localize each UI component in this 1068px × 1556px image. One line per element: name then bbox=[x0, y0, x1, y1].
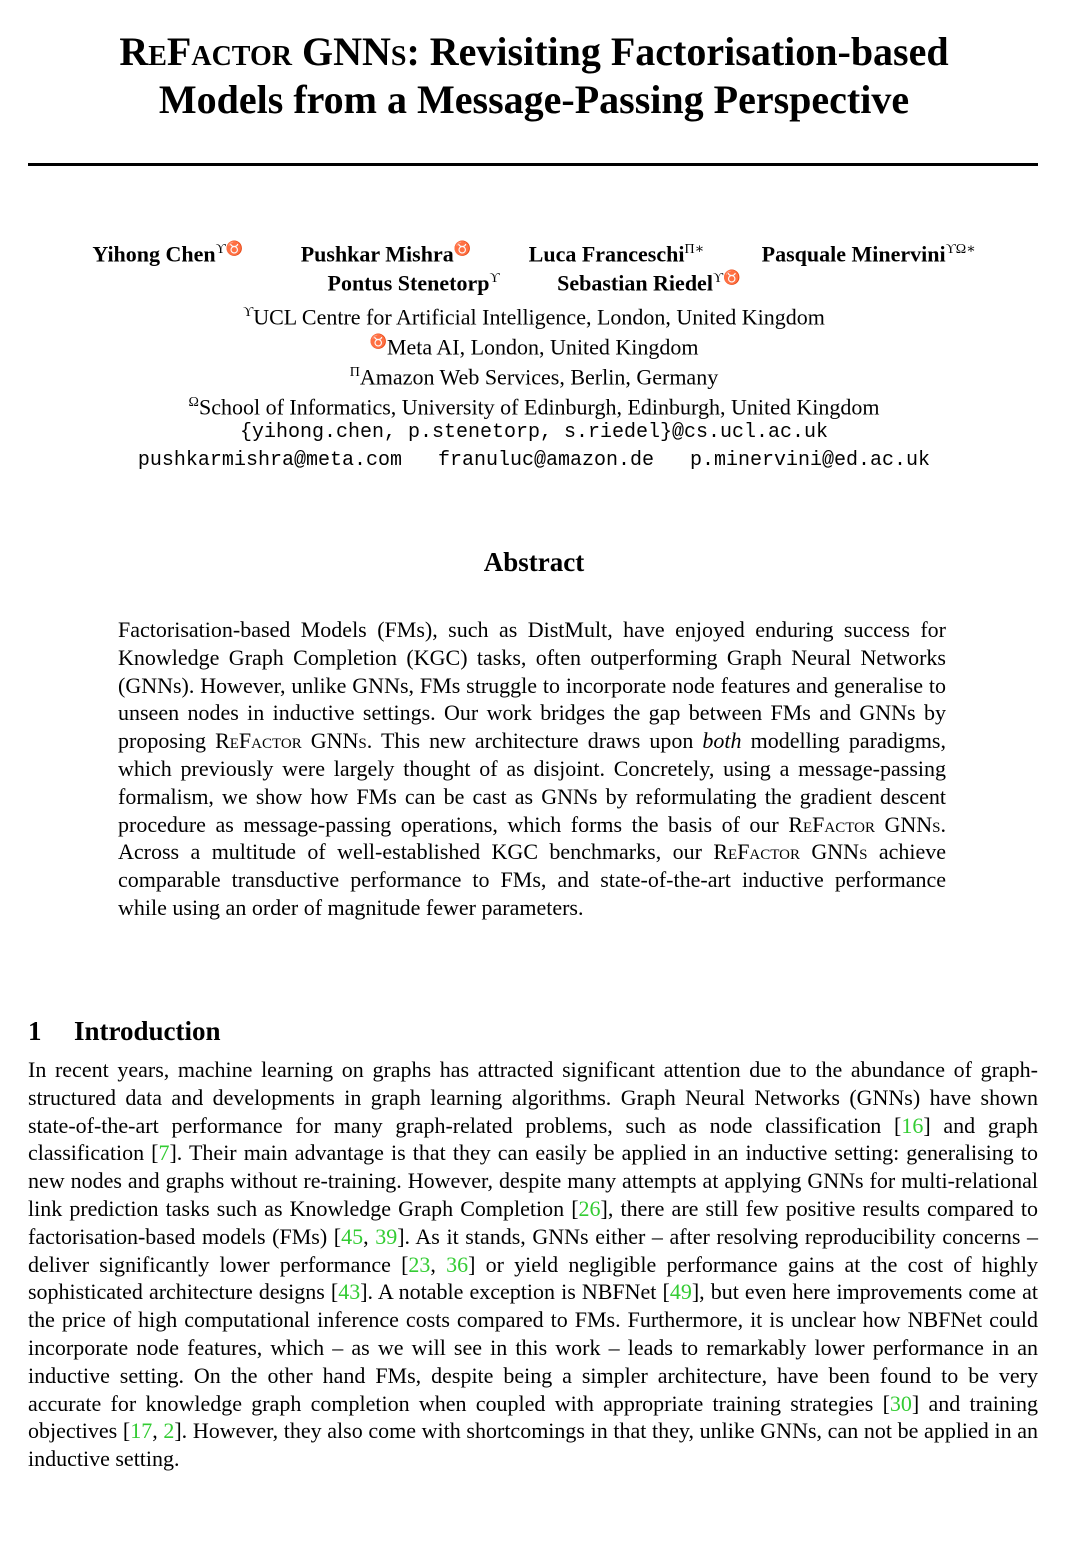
author: Pasquale Minervini$^{ϒ\Omega∗}$ bbox=[761, 241, 976, 267]
citation-link[interactable]: 23 bbox=[408, 1251, 431, 1277]
affiliation: $^\Pi$Amazon Web Services, Berlin, Germany bbox=[349, 364, 719, 390]
citation-link[interactable]: 7 bbox=[158, 1140, 170, 1166]
affiliation: $^\Omega$School of Informatics, University of Edinburgh, Edinburgh, United Kingdom bbox=[188, 394, 880, 420]
citation-link[interactable]: 36 bbox=[446, 1251, 469, 1277]
abstract-body: Factorisation-based Models (FMs), such as DistMult, have enjoyed enduring success for Knowledge Graph Completion (KGC) tasks, often outperforming Graph Neural Networks (GNNs). However, unlike GNNs, FMs struggle to incorporate node features and generalise to unseen nodes in inductive settings. Our work bridges the gap between FMs and GNNs by proposing ReFactor GNNs. This new architecture draws upon both modelling paradigms, which previously were largely thought of as disjoint. Concretely, using a message-passing formalism, we show how FMs can be cast as GNNs by reformulating the gradient descent procedure as message-passing operations, which forms the basis of our ReFactor GNNs. Across a multitude of well-established KGC benchmarks, our ReFactor GNNs achieve comparable transductive performance to FMs, and state-of-the-art inductive performance while using an order of magnitude fewer parameters. bbox=[118, 617, 947, 920]
title-line1: : Revisiting Factorisation-based bbox=[406, 29, 949, 74]
author: Luca Franceschi$^{\Pi∗}$ bbox=[528, 241, 705, 267]
method-name: ReFactor GNNs bbox=[713, 839, 868, 865]
section-title: Introduction bbox=[74, 1016, 221, 1046]
section-number: 1 bbox=[28, 1016, 42, 1046]
citation-link[interactable]: 26 bbox=[578, 1195, 601, 1221]
citation-link[interactable]: 16 bbox=[901, 1112, 924, 1138]
introduction-paragraph: In recent years, machine learning on graphs has attracted significant attention due to the abundance of graph-structured data and developments in graph learning algorithms. Graph Neural Networks (GNNs) have shown state-of-the-art performance for many graph-related problems, such as node classification [16] and graph classification [7]. Their main advantage is that they can easily be applied in an inductive setting: generalising to new nodes and graphs without re-training. However, despite many attempts at applying GNNs for multi-relational link prediction tasks such as Knowledge Graph Completion [26], there are still few positive results compared to factorisation-based models (FMs) [45, 39]. As it stands, GNNs either – after resolving reproducibility concerns – deliver significantly lower performance [23, 36] or yield negligible performance gains at the cost of highly sophisticated architecture designs [43]. A notable exception is NBFNet [49], but even here improvements come at the price of high computational inference costs compared to FMs. Furthermore, it is unclear how NBFNet could incorporate node features, which – as we will see in this work – leads to remarkably lower performance in an inductive setting. On the other hand FMs, despite being a simpler architecture, have been found to be very accurate for knowledge graph completion when coupled with appropriate training strategies [30] and training objectives [17, 2]. However, they also come with shortcomings in that they, unlike GNNs, can not be applied in an inductive setting. bbox=[28, 1057, 1039, 1472]
authors-row-2 bbox=[0, 265, 1068, 297]
author: Sebastian Riedel$^{ϒ♉}$ bbox=[557, 270, 741, 296]
affiliation: $^ϒ$UCL Centre for Artificial Intelligence, London, United Kingdom bbox=[243, 304, 825, 330]
method-name: ReFactor GNNs bbox=[788, 811, 941, 837]
citation-link[interactable]: 30 bbox=[889, 1390, 912, 1416]
title-smallcaps: ReFactor GNNs bbox=[119, 29, 407, 74]
emails-line-2: pushkarmishra@meta.com franuluc@amazon.de p.minervini@ed.ac.uk bbox=[137, 449, 931, 472]
citation-link[interactable]: 43 bbox=[338, 1279, 361, 1305]
paper-title bbox=[0, 28, 1068, 124]
author: Yihong Chen$^{ϒ♉}$ bbox=[92, 241, 244, 267]
citation-link[interactable]: 2 bbox=[163, 1418, 175, 1444]
author: Pushkar Mishra♉ bbox=[300, 241, 472, 267]
method-name: ReFactor GNNs bbox=[215, 728, 367, 754]
section-heading bbox=[28, 1014, 221, 1048]
emails-line-1: {yihong.chen, p.stenetorp, s.riedel}@cs.ucl.ac.uk bbox=[239, 421, 829, 444]
author: Pontus Stenetorp$^ϒ$ bbox=[327, 270, 500, 296]
citation-link[interactable]: 45 bbox=[341, 1223, 364, 1249]
title-line2: Models from a Message-Passing Perspective bbox=[158, 77, 910, 122]
affiliation: ♉Meta AI, London, United Kingdom bbox=[369, 334, 699, 360]
citation-link[interactable]: 39 bbox=[375, 1223, 398, 1249]
authors-row-1 bbox=[0, 236, 1068, 268]
citation-link[interactable]: 17 bbox=[130, 1418, 153, 1444]
title-rule bbox=[28, 163, 1038, 166]
citation-link[interactable]: 49 bbox=[669, 1279, 692, 1305]
abstract-heading: Abstract bbox=[483, 547, 585, 577]
